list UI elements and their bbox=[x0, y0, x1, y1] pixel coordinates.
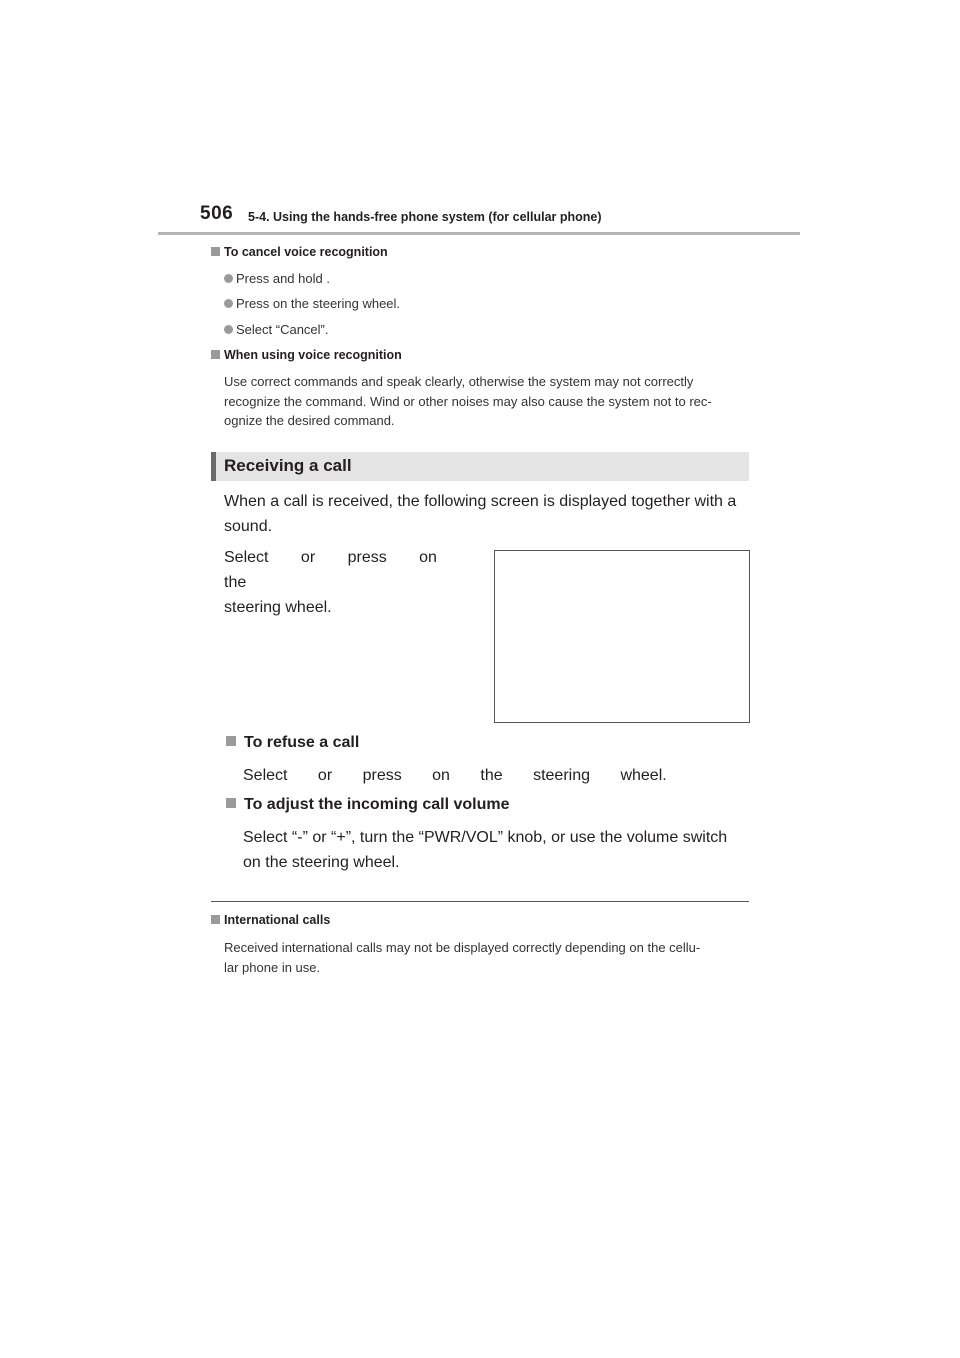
notes-divider bbox=[211, 901, 749, 902]
bullet-text: Select “Cancel”. bbox=[236, 322, 329, 337]
note-heading-text: When using voice recognition bbox=[224, 348, 402, 362]
bullet-text: Press and hold . bbox=[236, 271, 330, 286]
intro-line: When a call is received, the following screen is displayed together with a bbox=[224, 493, 737, 510]
section-header-title: 5-4. Using the hands-free phone system (for cellular phone) bbox=[248, 210, 602, 224]
page-number: 506 bbox=[200, 203, 234, 224]
intro-paragraph bbox=[224, 489, 749, 539]
note-line: Use correct commands and speak clearly, otherwise the system may not correctly bbox=[224, 374, 694, 389]
sub-heading-refuse bbox=[226, 734, 359, 752]
volume-line: on the steering wheel. bbox=[243, 854, 400, 871]
section-title: Receiving a call bbox=[224, 456, 352, 475]
sub-heading-volume bbox=[226, 796, 510, 814]
round-bullet-icon bbox=[224, 274, 233, 283]
intro-line: sound. bbox=[224, 518, 273, 535]
sub-heading-text: To adjust the incoming call volume bbox=[244, 796, 510, 813]
note-heading-text: To cancel voice recognition bbox=[224, 245, 388, 259]
note-paragraph bbox=[224, 372, 746, 431]
sub-heading-text: To refuse a call bbox=[244, 734, 360, 751]
incoming-call-screen-image bbox=[494, 550, 750, 723]
select-line: steering wheel. bbox=[224, 599, 332, 616]
bullet-item bbox=[224, 271, 330, 286]
square-bullet-icon bbox=[211, 350, 220, 359]
select-line: Select or press on the bbox=[224, 549, 437, 591]
note-heading-using bbox=[211, 348, 402, 362]
round-bullet-icon bbox=[224, 325, 233, 334]
note-line: ognize the desired command. bbox=[224, 413, 395, 428]
volume-line: Select “-” or “+”, turn the “PWR/VOL” knob, or use the volume switch bbox=[243, 829, 728, 846]
note-line: Received international calls may not be displayed correctly depending on the cellu- bbox=[224, 940, 701, 955]
bullet-text: Press on the steering wheel. bbox=[236, 296, 401, 311]
refuse-text: Select or press on the steering wheel. bbox=[243, 767, 667, 784]
select-paragraph bbox=[224, 545, 484, 620]
square-bullet-icon bbox=[226, 736, 236, 746]
note-heading-cancel bbox=[211, 245, 388, 259]
bullet-item bbox=[224, 322, 328, 337]
square-bullet-icon bbox=[211, 247, 220, 256]
header-divider bbox=[158, 232, 800, 235]
volume-paragraph bbox=[243, 825, 749, 875]
note-heading-international bbox=[211, 913, 330, 927]
square-bullet-icon bbox=[211, 915, 220, 924]
square-bullet-icon bbox=[226, 798, 236, 808]
note-paragraph bbox=[224, 938, 746, 977]
section-title-accent bbox=[211, 452, 216, 481]
note-line: lar phone in use. bbox=[224, 959, 321, 975]
note-line: recognize the command. Wind or other noises may also cause the system not to rec- bbox=[224, 393, 712, 409]
bullet-item bbox=[224, 296, 400, 311]
note-heading-text: International calls bbox=[224, 913, 331, 927]
round-bullet-icon bbox=[224, 299, 233, 308]
